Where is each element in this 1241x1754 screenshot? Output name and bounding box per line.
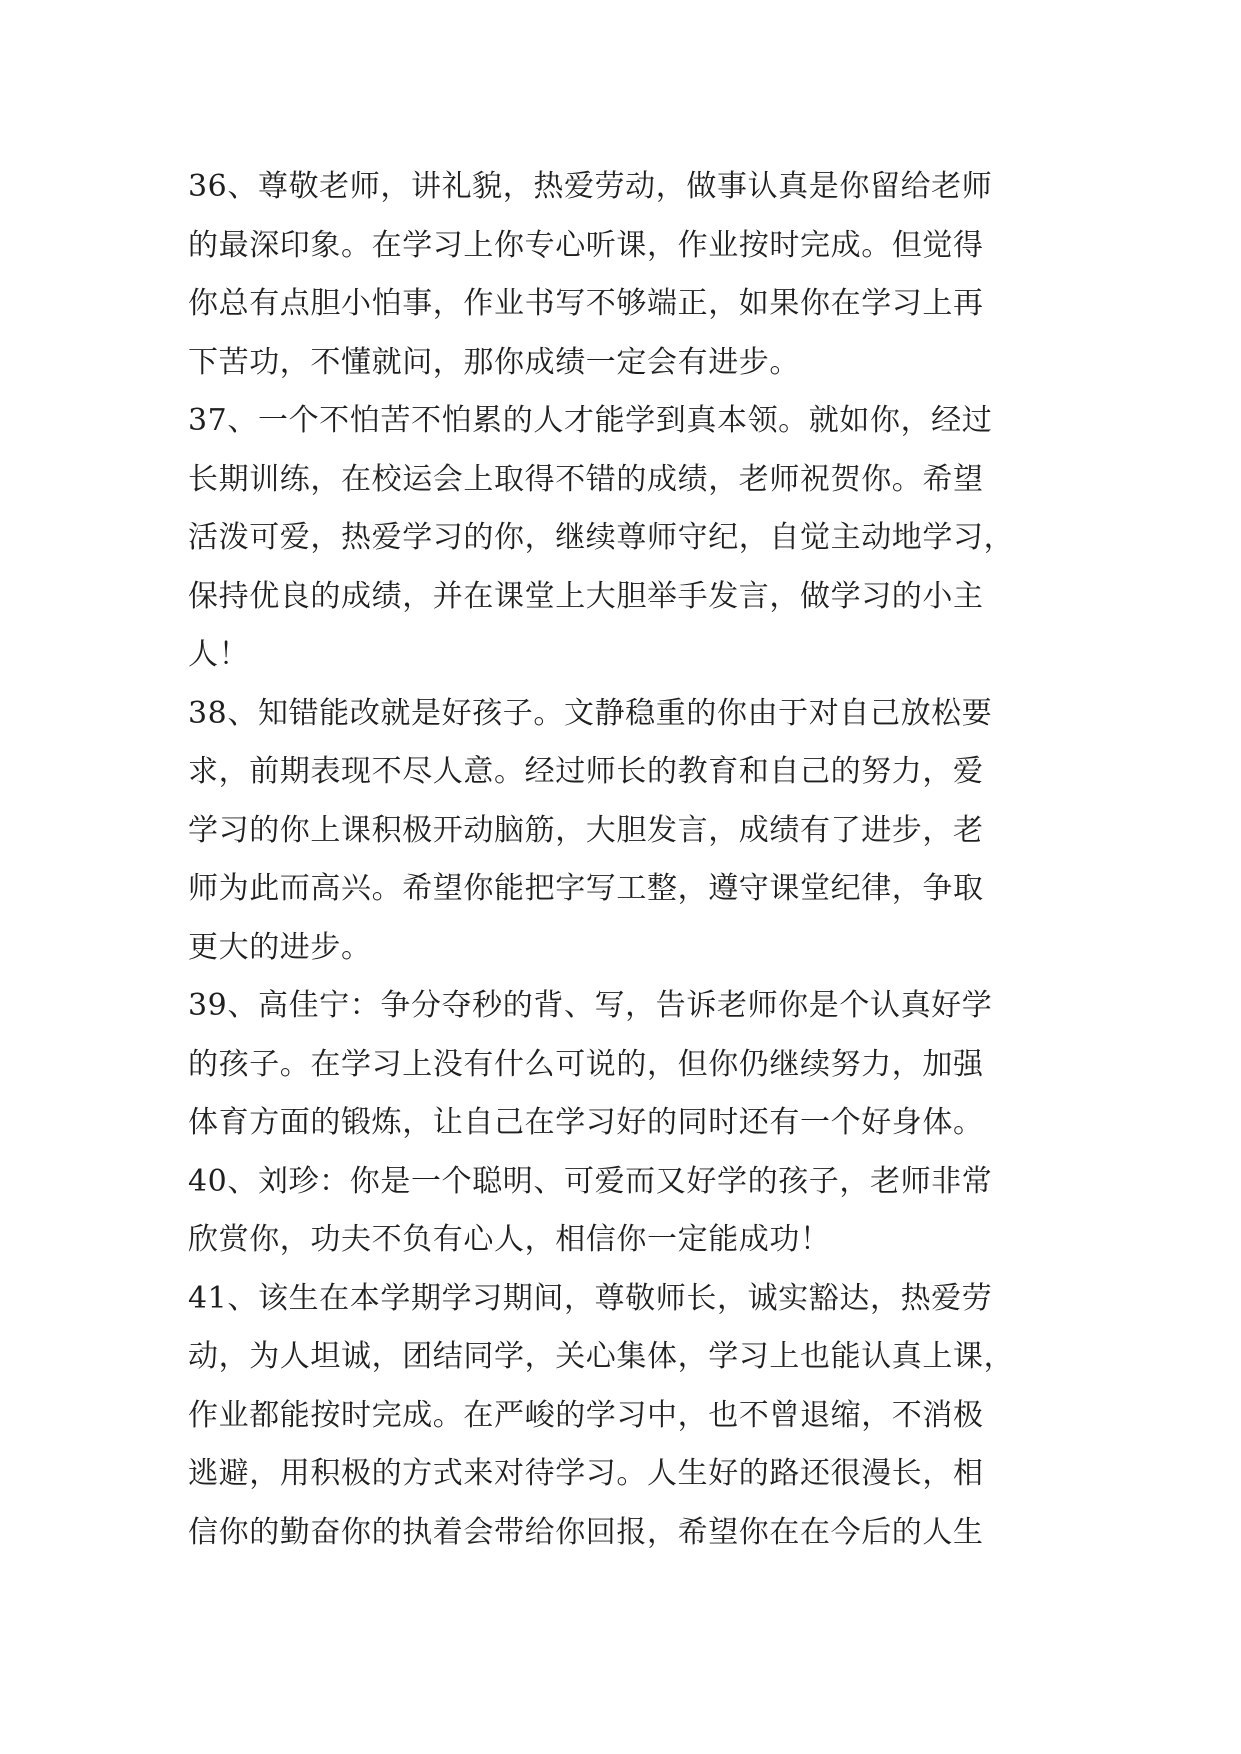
text-line: 38、知错能改就是好孩子。文静稳重的你由于对自己放松要	[188, 695, 993, 731]
text-line: 保持优良的成绩，并在课堂上大胆举手发言，做学习的小主	[188, 578, 984, 614]
text-line: 动，为人坦诚，团结同学，关心集体，学习上也能认真上课，	[188, 1339, 1015, 1374]
text-line: 师为此而高兴。希望你能把字写工整，遵守课堂纪律，争取	[188, 871, 984, 906]
text-line: 作业都能按时完成。在严峻的学习中，也不曾退缩，不消极	[188, 1397, 984, 1433]
text-line: 更大的进步。	[188, 929, 372, 965]
text-line: 人！	[188, 637, 250, 672]
text-line: 39、高佳宁：争分夺秒的背、写，告诉老师你是个认真好学	[188, 988, 993, 1023]
text-line: 活泼可爱，热爱学习的你，继续尊师守纪，自觉主动地学习，	[188, 520, 1015, 555]
text-line: 信你的勤奋你的执着会带给你回报，希望你在在今后的人生	[188, 1514, 984, 1550]
text-line: 体育方面的锻炼，让自己在学习好的同时还有一个好身体。	[188, 1105, 984, 1140]
text-line: 36、尊敬老师，讲礼貌，热爱劳动，做事认真是你留给老师	[188, 169, 993, 204]
text-line: 你总有点胆小怕事，作业书写不够端正，如果你在学习上再	[188, 286, 984, 321]
text-line: 下苦功，不懂就问，那你成绩一定会有进步。	[188, 344, 800, 380]
text-line: 求，前期表现不尽人意。经过师长的教育和自己的努力，爱	[188, 754, 984, 789]
text-line: 欣赏你，功夫不负有心人，相信你一定能成功！	[188, 1222, 831, 1257]
text-line: 40、刘珍：你是一个聪明、可爱而又好学的孩子，老师非常	[188, 1163, 993, 1199]
text-line: 37、一个不怕苦不怕累的人才能学到真本领。就如你，经过	[188, 403, 993, 438]
comment-text-block	[188, 158, 1068, 1562]
text-line: 的孩子。在学习上没有什么可说的，但你仍继续努力，加强	[188, 1046, 984, 1082]
text-line: 学习的你上课积极开动脑筋，大胆发言，成绩有了进步，老	[188, 812, 984, 848]
text-line: 41、该生在本学期学习期间，尊敬师长，诚实豁达，热爱劳	[188, 1280, 993, 1316]
text-line: 逃避，用积极的方式来对待学习。人生好的路还很漫长，相	[188, 1456, 984, 1491]
text-line: 的最深印象。在学习上你专心听课，作业按时完成。但觉得	[188, 227, 984, 263]
text-line: 长期训练，在校运会上取得不错的成绩，老师祝贺你。希望	[188, 461, 984, 497]
